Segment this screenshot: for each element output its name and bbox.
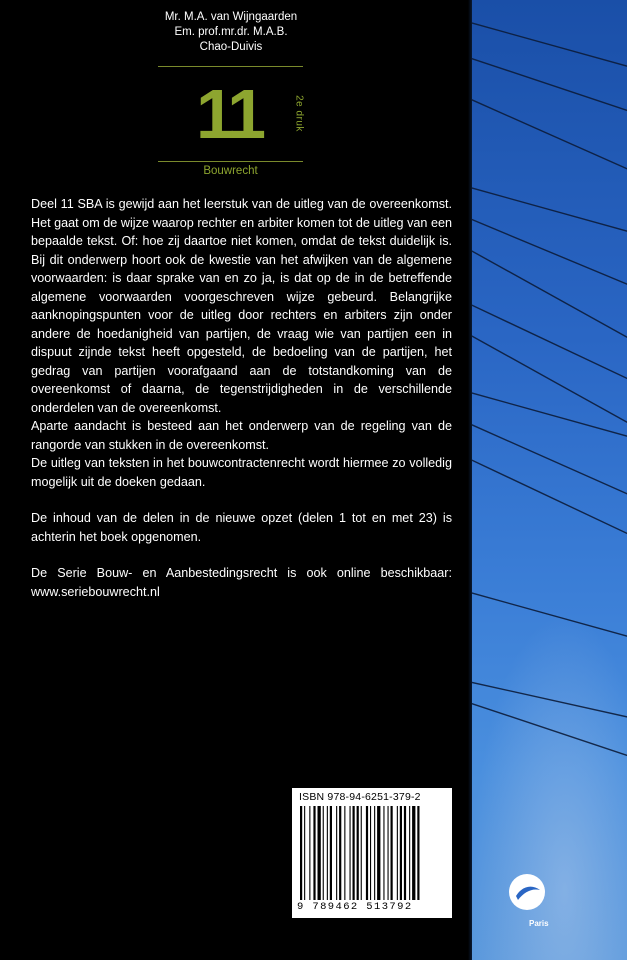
divider-top (158, 66, 303, 67)
author-line-2: Em. prof.mr.dr. M.A.B. (174, 26, 288, 38)
blurb-paragraph-5: De Serie Bouw- en Aanbestedingsrecht is ook online beschikbaar: www.seriebouwrecht.nl (31, 566, 452, 599)
blurb-paragraph-1: Deel 11 SBA is gewijd aan het leerstuk van de uitleg van de overeenkomst. Het gaat om de wijze waarop rechter en arbiter komen tot de uitleg van een bepaalde tekst. Of: hoe zij daartoe niet komen, omdat de tekst duidelijk is. Bij dit onderwerp hoort ook de kwestie van het afwijken van de algemene voorwaarden: is daar sprake van en zo ja, is dat op de in de betreffende algemene voorwaarden voorgeschreven wijze gebeurd. Belangrijke aanknopingspunten voor de uitleg door rechters en arbiters zijn onder andere de hoedanigheid van partijen, de vraag wie van partijen een in dispuut zijnde tekst heeft opgesteld, de bedoeling van de partijen, het gedrag van partijen voorafgaand aan de totstandkoming van de overeenkomst of daarna, de tegenstrijdigheden in de verschillende onderdelen van de overeenkomst. (31, 197, 452, 415)
blurb (31, 195, 452, 601)
sky-photo (471, 0, 627, 960)
barcode (292, 788, 452, 918)
blurb-paragraph-3: De uitleg van teksten in het bouwcontractenrecht wordt hiermee zo volledig mogelijk uit de doeken gedaan. (31, 456, 452, 489)
author-line-1: Mr. M.A. van Wijngaarden (164, 11, 298, 23)
edition-label: 2e druk (293, 95, 305, 132)
author-line-3: Chao-Duivis (199, 41, 263, 53)
power-lines-image (471, 0, 627, 960)
blurb-paragraph-4: De inhoud van de delen in de nieuwe opzet (delen 1 tot en met 23) is achterin het boek opgenomen. (31, 511, 452, 544)
author-list (156, 10, 306, 55)
spine-edge (468, 0, 472, 960)
volume-number: 11 (196, 75, 262, 153)
barcode-bars (298, 806, 446, 900)
publisher-logo-icon (502, 868, 552, 918)
isbn-text: ISBN 978-94-6251-379-2 (299, 791, 421, 803)
divider-bottom (158, 161, 303, 162)
ean-digits: 9 789462 513792 (297, 901, 413, 913)
publisher-name: Paris (529, 919, 549, 928)
subject-label: Bouwrecht (203, 165, 258, 177)
blurb-paragraph-2: Aparte aandacht is besteed aan het onderwerp van de regeling van de rangorde van stukken in de overeenkomst. (31, 419, 452, 452)
